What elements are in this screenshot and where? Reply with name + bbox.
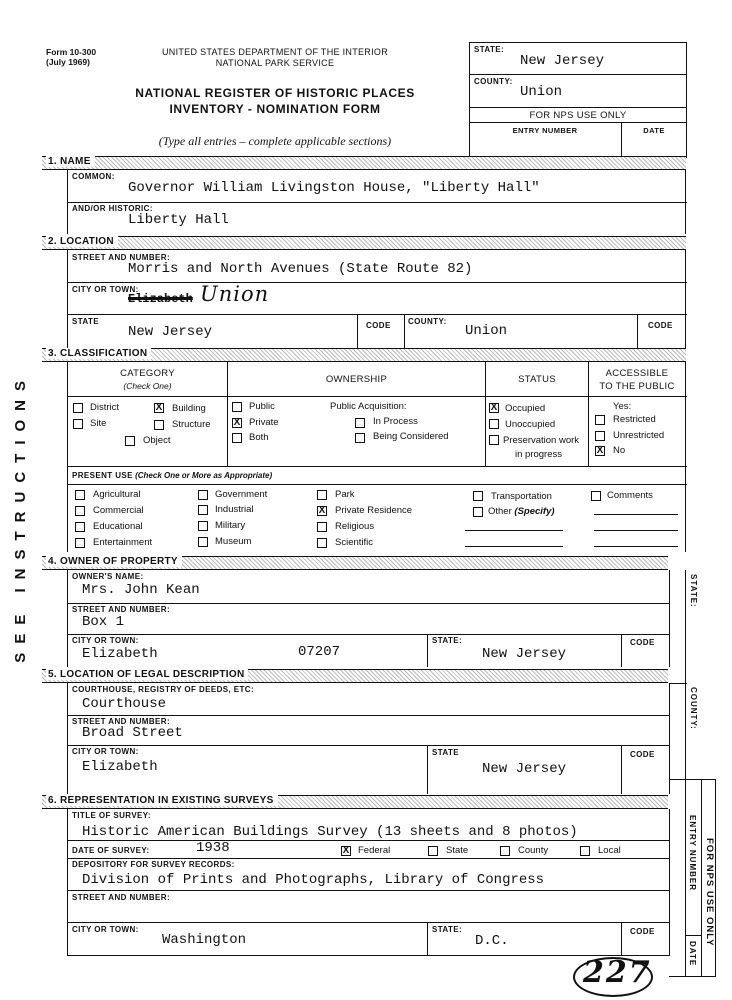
other-label (488, 506, 555, 517)
in-process-label: In Process (373, 416, 418, 427)
other-line-1 (465, 530, 563, 531)
legal-code-label: CODE (630, 750, 655, 759)
industrial-checkbox[interactable] (198, 505, 208, 515)
district-checkbox[interactable] (73, 403, 83, 413)
form-title-line1: NATIONAL REGISTER OF HISTORIC PLACES (135, 86, 415, 100)
strip-nps-use-only: FOR NPS USE ONLY (704, 838, 715, 947)
owner-street-value: Box 1 (82, 614, 125, 630)
accessible-header-2: TO THE PUBLIC (599, 381, 675, 392)
see-instructions-text: SEE INSTRUCTIONS (12, 372, 29, 663)
commercial-checkbox[interactable] (75, 506, 85, 516)
entertainment-checkbox[interactable] (75, 538, 85, 548)
comments-line-3 (594, 546, 678, 547)
museum-checkbox[interactable] (198, 537, 208, 547)
unrestricted-label: Unrestricted (613, 430, 665, 441)
form-title-line2: INVENTORY - NOMINATION FORM (169, 102, 381, 116)
private-residence-checkbox[interactable]: X (318, 505, 326, 516)
location-city-handwritten: Union (200, 282, 270, 306)
survey-date-label: DATE OF SURVEY: (72, 846, 150, 855)
religious-label: Religious (335, 521, 375, 532)
location-city-label: CITY OR TOWN: (72, 285, 139, 294)
in-progress-label: in progress (515, 449, 562, 460)
legal-city-value: Elizabeth (82, 759, 158, 775)
status-header: STATUS (518, 374, 556, 385)
agricultural-label: Agricultural (93, 489, 141, 500)
location-county-value: Union (465, 323, 508, 339)
local-survey-label: Local (598, 845, 621, 856)
unoccupied-label: Unoccupied (505, 419, 556, 430)
owner-city-value: Elizabeth (82, 646, 158, 662)
location-state-label: STATE (72, 317, 100, 326)
comments-line-1 (594, 514, 678, 515)
private-residence-label: Private Residence (335, 505, 413, 516)
survey-date-value: 1938 (196, 840, 230, 856)
owner-state-value: New Jersey (482, 646, 567, 662)
form-instructions: (Type all entries – complete applicable sections) (158, 134, 392, 148)
survey-street-label: STREET AND NUMBER: (72, 893, 171, 902)
survey-title-label: TITLE OF SURVEY: (72, 811, 151, 820)
site-checkbox[interactable] (73, 419, 83, 429)
top-county-value: Union (520, 84, 563, 100)
yes-label: Yes: (613, 401, 632, 412)
historic-name-value: Liberty Hall (128, 212, 229, 228)
local-survey-checkbox[interactable] (580, 846, 590, 856)
section-4-bar (42, 556, 668, 570)
side-county-label: COUNTY: (689, 687, 698, 730)
location-street-label: STREET AND NUMBER: (72, 253, 171, 262)
scientific-label: Scientific (335, 537, 374, 548)
category-header: CATEGORY (120, 368, 175, 379)
entry-number-label: ENTRY NUMBER (512, 126, 578, 135)
section-3-heading: 3. CLASSIFICATION (46, 348, 151, 359)
object-label: Object (143, 435, 171, 446)
owner-street-label: STREET AND NUMBER: (72, 605, 171, 614)
location-city-struck: Elizabeth (128, 292, 193, 306)
occupied-checkbox[interactable]: X (490, 402, 498, 413)
form-number-text: Form 10-300 (46, 47, 97, 57)
top-state-label: STATE: (474, 45, 505, 54)
structure-checkbox[interactable] (154, 420, 164, 430)
unrestricted-checkbox[interactable] (595, 431, 605, 441)
service-name: NATIONAL PARK SERVICE (215, 58, 335, 68)
present-use-label (72, 471, 272, 480)
courthouse-label: COURTHOUSE, REGISTRY OF DEEDS, ETC: (72, 685, 255, 694)
section-3-bar (42, 348, 686, 362)
state-survey-label: State (446, 845, 469, 856)
no-checkbox[interactable]: X (596, 445, 604, 456)
comments-label: Comments (607, 490, 653, 501)
legal-street-label: STREET AND NUMBER: (72, 717, 171, 726)
section-5-bar (42, 669, 668, 683)
public-label: Public (249, 401, 275, 412)
survey-title-value: Historic American Buildings Survey (13 sheets and 8 photos) (82, 824, 578, 840)
both-checkbox[interactable] (232, 433, 242, 443)
common-label: COMMON: (72, 172, 115, 181)
section-6-bar (42, 795, 668, 809)
depository-label: DEPOSITORY FOR SURVEY RECORDS: (72, 860, 235, 869)
private-label: Private (249, 417, 279, 428)
private-checkbox[interactable]: X (233, 417, 241, 428)
educational-label: Educational (93, 521, 143, 532)
in-process-checkbox[interactable] (355, 418, 365, 428)
location-state-value: New Jersey (128, 324, 213, 340)
present-use-note: (Check One or More as Appropriate) (135, 471, 273, 480)
county-survey-label: County (518, 845, 549, 856)
government-label: Government (215, 489, 268, 500)
transportation-checkbox[interactable] (473, 491, 483, 501)
form-number (46, 47, 96, 67)
form-date-text: (July 1969) (46, 57, 90, 67)
entertainment-label: Entertainment (93, 537, 153, 548)
section-5-heading: 5. LOCATION OF LEGAL DESCRIPTION (46, 669, 248, 680)
depository-value: Division of Prints and Photographs, Library of Congress (82, 872, 545, 888)
location-county-label: COUNTY: (408, 317, 447, 326)
owner-name-value: Mrs. John Kean (82, 582, 200, 598)
religious-checkbox[interactable] (317, 522, 327, 532)
location-street-value: Morris and North Avenues (State Route 82) (128, 261, 473, 277)
nps-use-only-label: FOR NPS USE ONLY (529, 110, 627, 121)
location-code-label: CODE (366, 321, 391, 330)
survey-code-label: CODE (630, 927, 655, 936)
comments-line-2 (594, 530, 678, 531)
legal-state-value: New Jersey (482, 761, 567, 777)
scientific-checkbox[interactable] (317, 538, 327, 548)
location-code2-label: CODE (648, 321, 673, 330)
courthouse-value: Courthouse (82, 696, 167, 712)
owner-code-label: CODE (630, 638, 655, 647)
federal-checkbox[interactable]: X (342, 845, 350, 856)
site-label: Site (90, 418, 107, 429)
survey-state-value: D.C. (475, 933, 509, 949)
military-label: Military (215, 520, 246, 531)
other-text: Other (488, 506, 512, 517)
both-label: Both (249, 432, 269, 443)
section-6-heading: 6. REPRESENTATION IN EXISTING SURVEYS (46, 795, 278, 806)
park-label: Park (335, 489, 355, 500)
survey-city-label: CITY OR TOWN: (72, 925, 139, 934)
section-1-heading: 1. NAME (46, 156, 95, 167)
top-state-value: New Jersey (520, 53, 605, 69)
ownership-header: OWNERSHIP (325, 374, 388, 385)
section-1-bar (42, 156, 686, 170)
owner-zip-value: 07207 (298, 644, 341, 660)
restricted-label: Restricted (613, 414, 656, 425)
owner-name-label: OWNER'S NAME: (72, 572, 144, 581)
object-checkbox[interactable] (125, 436, 135, 446)
state-survey-checkbox[interactable] (428, 846, 438, 856)
date-label: DATE (643, 126, 665, 135)
military-checkbox[interactable] (198, 521, 208, 531)
government-checkbox[interactable] (198, 490, 208, 500)
park-checkbox[interactable] (317, 490, 327, 500)
commercial-label: Commercial (93, 505, 144, 516)
building-checkbox[interactable]: X (155, 402, 163, 413)
occupied-label: Occupied (505, 403, 546, 414)
structure-label: Structure (172, 419, 211, 430)
strip-entry-number: ENTRY NUMBER (688, 815, 697, 892)
preservation-label: Preservation work (503, 435, 580, 446)
museum-label: Museum (215, 536, 252, 547)
section-2-heading: 2. LOCATION (46, 236, 118, 247)
restricted-checkbox[interactable] (595, 415, 605, 425)
preservation-checkbox[interactable] (489, 435, 499, 445)
being-considered-checkbox[interactable] (355, 433, 365, 443)
building-label: Building (172, 403, 206, 414)
section-4-heading: 4. OWNER OF PROPERTY (46, 556, 182, 567)
public-acquisition-label: Public Acquisition: (330, 401, 407, 412)
side-state-label: STATE: (689, 574, 698, 608)
survey-city-value: Washington (162, 932, 247, 948)
other-checkbox[interactable] (473, 507, 483, 517)
survey-state-label: STATE: (432, 925, 463, 934)
industrial-label: Industrial (215, 504, 254, 515)
educational-checkbox[interactable] (75, 522, 85, 532)
county-survey-checkbox[interactable] (500, 846, 510, 856)
federal-label: Federal (358, 845, 391, 856)
department-name: UNITED STATES DEPARTMENT OF THE INTERIOR (161, 47, 389, 57)
top-county-label: COUNTY: (474, 77, 513, 86)
category-subheader: (Check One) (123, 381, 172, 391)
district-label: District (90, 402, 120, 413)
comments-checkbox[interactable] (591, 491, 601, 501)
historic-label: AND/OR HISTORIC: (72, 204, 153, 213)
page-number: 227 (583, 955, 652, 990)
legal-street-value: Broad Street (82, 725, 183, 741)
being-considered-label: Being Considered (373, 431, 449, 442)
present-use-title: PRESENT USE (72, 471, 133, 480)
owner-city-label: CITY OR TOWN: (72, 636, 139, 645)
strip-date: DATE (688, 941, 697, 967)
unoccupied-checkbox[interactable] (489, 419, 499, 429)
section-2-bar (42, 236, 686, 250)
transportation-label: Transportation (491, 491, 552, 502)
owner-state-label: STATE: (432, 636, 463, 645)
public-checkbox[interactable] (232, 402, 242, 412)
common-name-value: Governor William Livingston House, "Liberty Hall" (128, 180, 540, 196)
other-line-2 (465, 546, 563, 547)
specify-text: (Specify) (514, 506, 555, 517)
accessible-header-1: ACCESSIBLE (605, 368, 669, 379)
legal-state-label: STATE (432, 748, 460, 757)
legal-city-label: CITY OR TOWN: (72, 747, 139, 756)
agricultural-checkbox[interactable] (75, 490, 85, 500)
no-label: No (613, 445, 626, 456)
